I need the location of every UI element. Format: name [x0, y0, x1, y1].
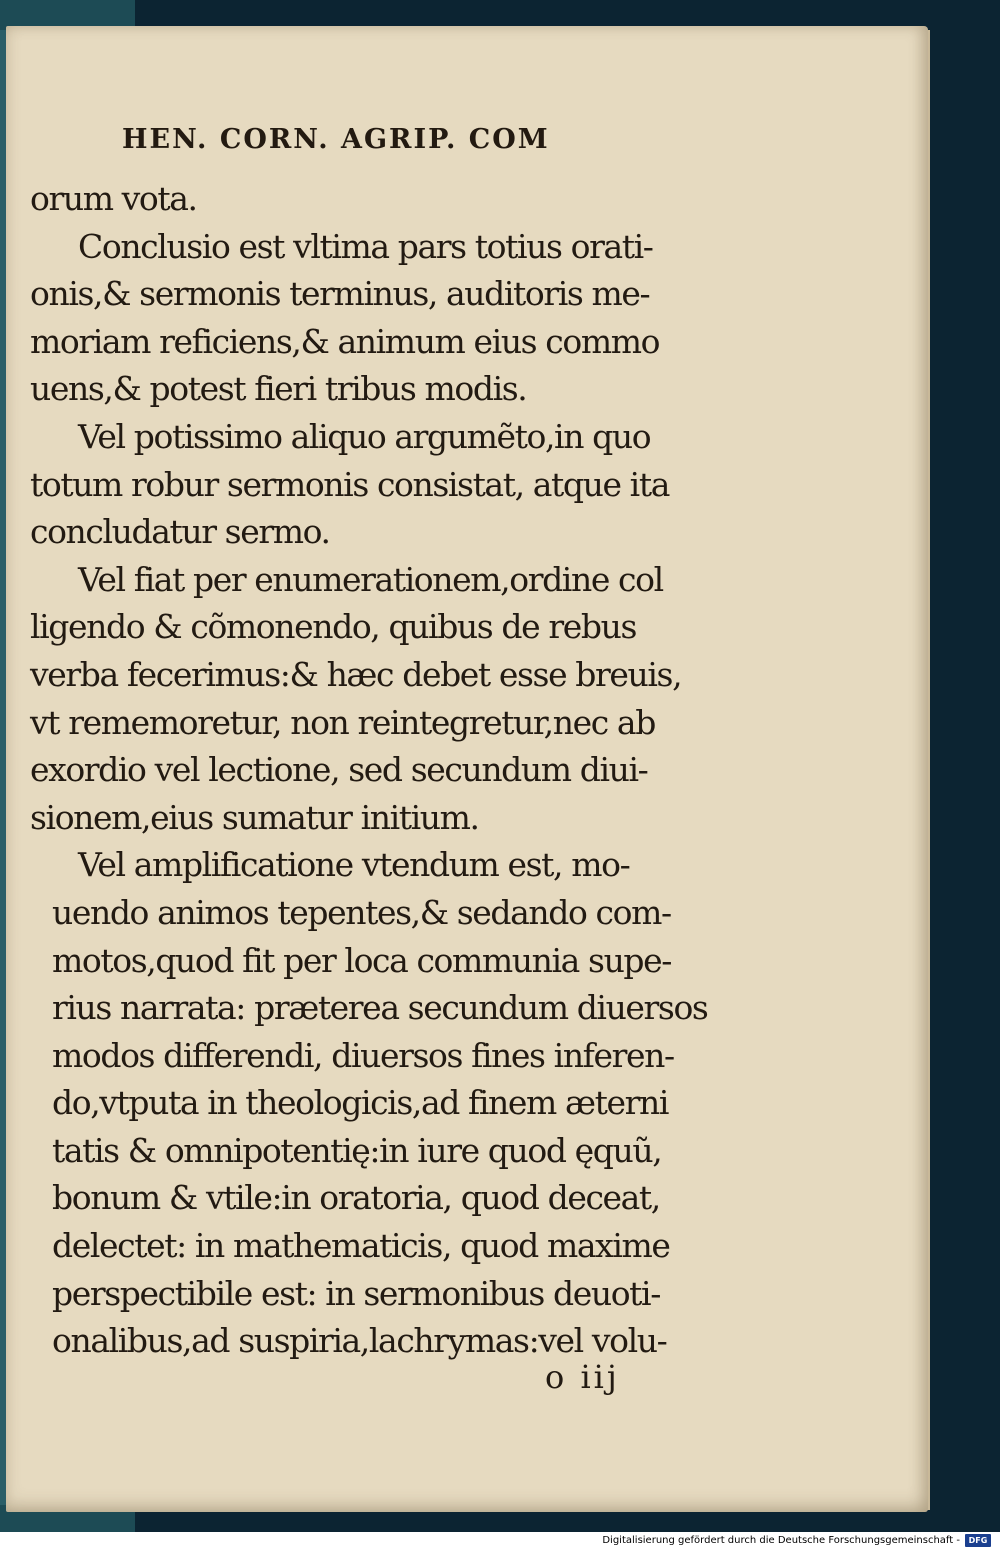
text-line: motos,quod fit per loca communia supe-: [52, 940, 672, 980]
text-line: delectet: in mathematicis, quod maxime: [52, 1226, 670, 1266]
text-line: modos differendi, diuersos fines inferen-: [52, 1035, 674, 1075]
text-line: uendo animos tepentes,& sedando com-: [52, 892, 671, 932]
dfg-logo: DFG: [965, 1534, 991, 1547]
text-line: verba fecerimus:& hæc debet esse breuis,: [30, 654, 682, 694]
text-line: exordio vel lectione, sed secundum diui-: [30, 750, 648, 790]
text-line: onalibus,ad suspiria,lachrymas:vel volu-: [52, 1321, 667, 1361]
signature-mark: o iij: [545, 1358, 620, 1396]
text-line: sionem,eius sumatur initium.: [30, 797, 479, 837]
text-line: Vel potissimo aliquo argumẽto,in quo: [78, 416, 651, 456]
text-line: Vel fiat per enumerationem,ordine col: [78, 559, 663, 599]
text-line: tatis & omnipotentię:in iure quod ęquũ,: [52, 1130, 662, 1170]
text-line: uens,& potest fieri tribus modis.: [30, 369, 527, 409]
text-line: bonum & vtile:in oratoria, quod deceat,: [52, 1178, 660, 1218]
text-line: ligendo & cõmonendo, quibus de rebus: [30, 607, 636, 647]
text-line: totum robur sermonis consistat, atque ita: [30, 464, 669, 504]
text-line: perspectibile est: in sermonibus deuoti-: [52, 1273, 660, 1313]
text-line: Conclusio est vltima pars totius orati-: [78, 226, 653, 266]
running-header: HEN. CORN. AGRIP. COM: [122, 124, 550, 155]
text-line: concludatur sermo.: [30, 512, 330, 552]
text-line: moriam reficiens,& animum eius commo: [30, 321, 660, 361]
text-line: do,vtputa in theologicis,ad finem æterni: [52, 1083, 668, 1123]
text-line: Vel amplificatione vtendum est, mo-: [78, 845, 630, 885]
text-line: orum vota.: [30, 179, 197, 218]
text-line: onis,& sermonis terminus, auditoris me-: [30, 274, 650, 314]
funding-credit: Digitalisierung gefördert durch die Deutsche Forschungsgemeinschaft -: [602, 1535, 960, 1546]
text-lines: [30, 175, 707, 1365]
text-line: vt rememoretur, non reintegretur,nec ab: [30, 702, 655, 742]
text-line: rius narrata: præterea secundum diuersos: [52, 988, 708, 1028]
